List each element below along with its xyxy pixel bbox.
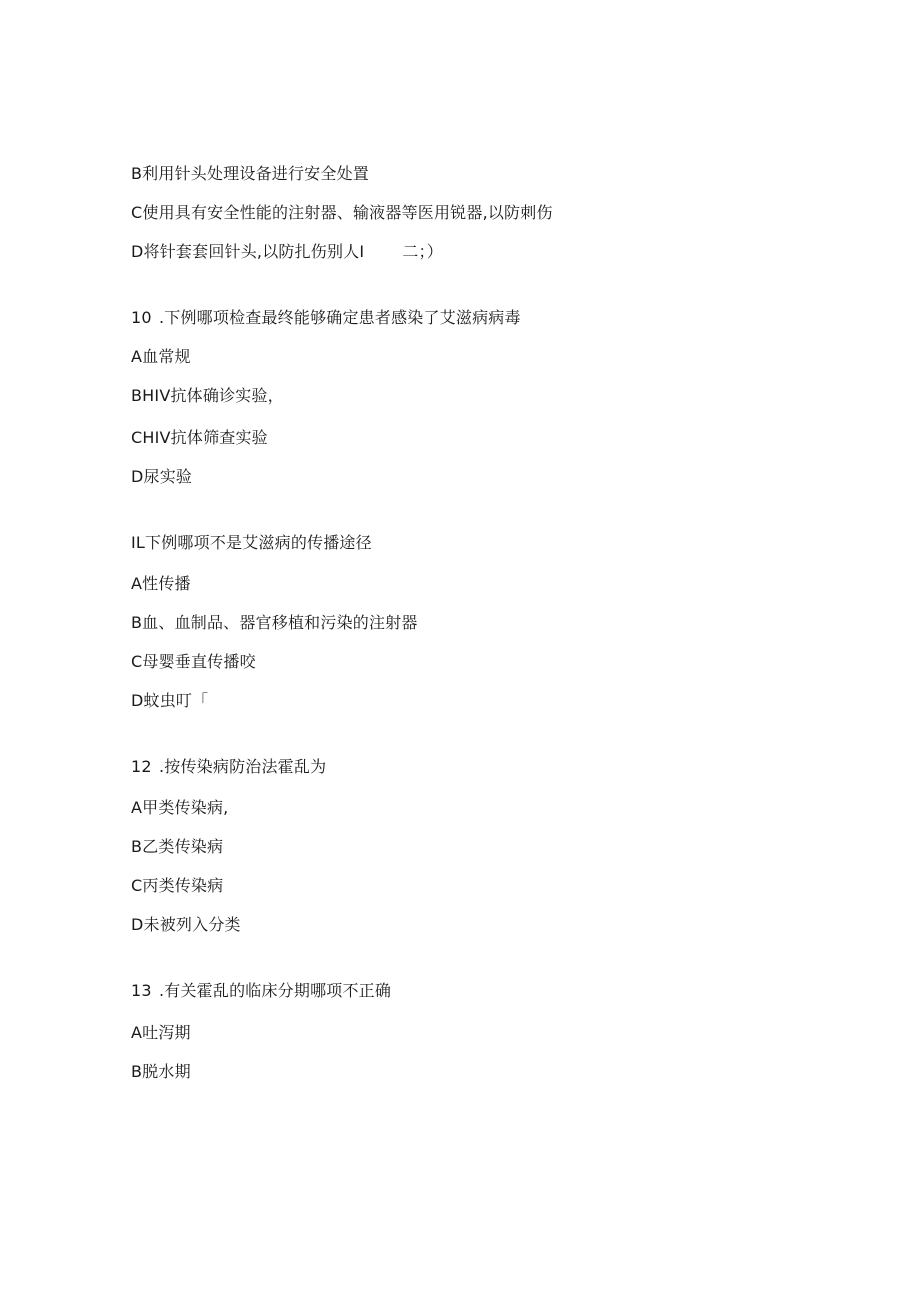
question-text: .按传染病防治法霍乱为 <box>159 757 327 776</box>
question-number: 12 <box>131 757 152 776</box>
question-number: 13 <box>131 981 152 1000</box>
q12-option-b: B乙类传染病 <box>131 837 224 856</box>
q12-option-c: C丙类传染病 <box>131 876 224 895</box>
q11-option-c: C母婴垂直传播咬 <box>131 652 256 671</box>
q13-option-b: B脱水期 <box>131 1062 191 1081</box>
q10-option-c: CHIV抗体筛查实验 <box>131 428 268 447</box>
question-number: 10 <box>131 308 152 327</box>
question-13 <box>131 981 391 1001</box>
question-text: .下例哪项检查最终能够确定患者感染了艾滋病病毒 <box>159 308 521 327</box>
question-12 <box>131 757 326 777</box>
option-b: B利用针头处理设备进行安全处置 <box>131 164 369 183</box>
q10-option-a: A血常规 <box>131 347 191 366</box>
q10-option-d: D尿实验 <box>131 467 193 486</box>
option-d-trailing-mark: 二；） <box>402 242 443 261</box>
q11-option-d: D蚊虫叮「 <box>131 691 209 710</box>
question-text: .有关霍乱的临床分期哪项不正确 <box>159 981 392 1000</box>
q12-option-d: D未被列入分类 <box>131 915 241 934</box>
option-d-text: D将针套套回针头,以防扎伤别人I <box>131 242 365 261</box>
q10-option-b: BHIV抗体确诊实验， <box>131 386 284 405</box>
q13-option-a: A吐泻期 <box>131 1023 191 1042</box>
question-10 <box>131 308 521 328</box>
option-d <box>131 242 443 262</box>
q12-option-a: A甲类传染病, <box>131 798 229 817</box>
option-c: C使用具有安全性能的注射器、输液器等医用锐器,以防刺伤 <box>131 203 553 222</box>
q11-option-a: A性传播 <box>131 574 191 593</box>
q11-option-b: B血、血制品、器官移植和污染的注射器 <box>131 613 418 632</box>
question-11: IL下例哪项不是艾滋病的传播途径 <box>131 533 372 552</box>
